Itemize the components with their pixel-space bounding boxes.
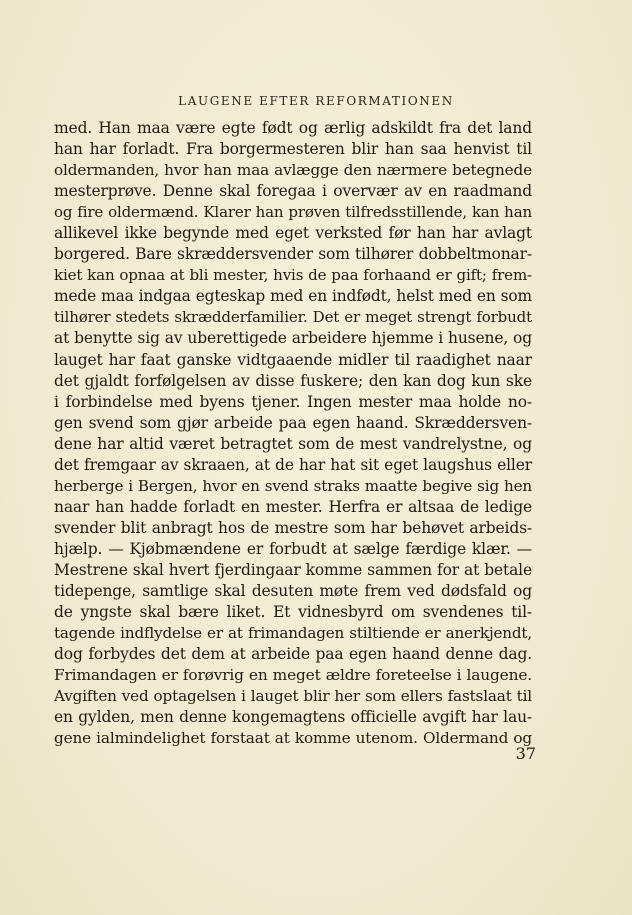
text-line: dene har altid været betragtet som de mest vandrelystne, og: [54, 434, 532, 453]
text-line: naar han hadde forladt en mester. Herfra er altsaa de ledige: [54, 497, 532, 516]
text-line: og fire oldermænd. Klarer han prøven tilfredsstillende, kan han: [54, 203, 532, 222]
text-line: med. Han maa være egte født og ærlig adskildt fra det land: [54, 119, 532, 137]
text-line: Frimandagen er forøvrig en meget ældre foreteelse i laugene.: [54, 666, 532, 685]
text-line: Mestrene skal hvert fjerdingaar komme sammen for at betale: [54, 560, 532, 579]
text-line: tagende indflydelse er at frimandagen stiltiende er anerkjendt,: [54, 624, 532, 643]
text-line: de yngste skal bære liket. Et vidnesbyrd om svendenes til-: [54, 603, 532, 622]
text-line: det fremgaar av skraaen, at de har hat sit eget laugshus eller: [54, 455, 532, 474]
text-line: oldermanden, hvor han maa avlægge den nærmere betegnede: [54, 161, 532, 180]
text-line: det gjaldt forfølgelsen av disse fuskere; den kan dog kun ske: [54, 371, 532, 390]
text-line: herberge i Bergen, hvor en svend straks maatte begive sig hen: [54, 476, 532, 495]
text-line: han har forladt. Fra borgermesteren blir han saa henvist til: [54, 140, 532, 159]
text-line: mede maa indgaa egteskap med en indfødt, helst med en som: [54, 287, 532, 306]
text-line: svender blit anbragt hos de mestre som har behøvet arbeids-: [54, 518, 532, 537]
text-line: i forbindelse med byens tjener. Ingen mester maa holde no-: [54, 392, 532, 411]
body-text: [54, 118, 532, 749]
text-line: hjælp. — Kjøbmændene er forbudt at sælge færdige klær. —: [54, 539, 532, 558]
text-line: gene ialmindelighet forstaat at komme utenom. Oldermand og: [54, 729, 532, 748]
text-line: tidepenge, samtlige skal desuten møte frem ved dødsfald og: [54, 582, 532, 601]
text-line: mesterprøve. Denne skal foregaa i overvær av en raadmand: [54, 182, 532, 201]
text-line: at benytte sig av uberettigede arbeidere hjemme i husene, og: [54, 329, 532, 348]
text-line: kiet kan opnaa at bli mester, hvis de paa forhaand er gift; frem-: [54, 266, 532, 285]
text-line: en gylden, men denne kongemagtens officielle avgift har lau-: [54, 708, 532, 727]
text-line: allikevel ikke begynde med eget verksted før han har avlagt: [54, 224, 532, 243]
text-line: dog forbydes det dem at arbeide paa egen haand denne dag.: [54, 645, 532, 664]
page-number: 37: [515, 744, 536, 763]
text-line: borgered. Bare skræddersvender som tilhører dobbeltmonar-: [54, 245, 532, 264]
text-line: tilhører stedets skrædderfamilier. Det er meget strengt forbudt: [54, 308, 532, 327]
text-line: lauget har faat ganske vidtgaaende midler til raadighet naar: [54, 350, 532, 369]
running-head: LAUGENE EFTER REFORMATIONEN: [178, 94, 454, 108]
text-line: Avgiften ved optagelsen i lauget blir her som ellers fastslaat til: [54, 687, 532, 706]
text-line: gen svend som gjør arbeide paa egen haand. Skræddersven-: [54, 413, 532, 432]
